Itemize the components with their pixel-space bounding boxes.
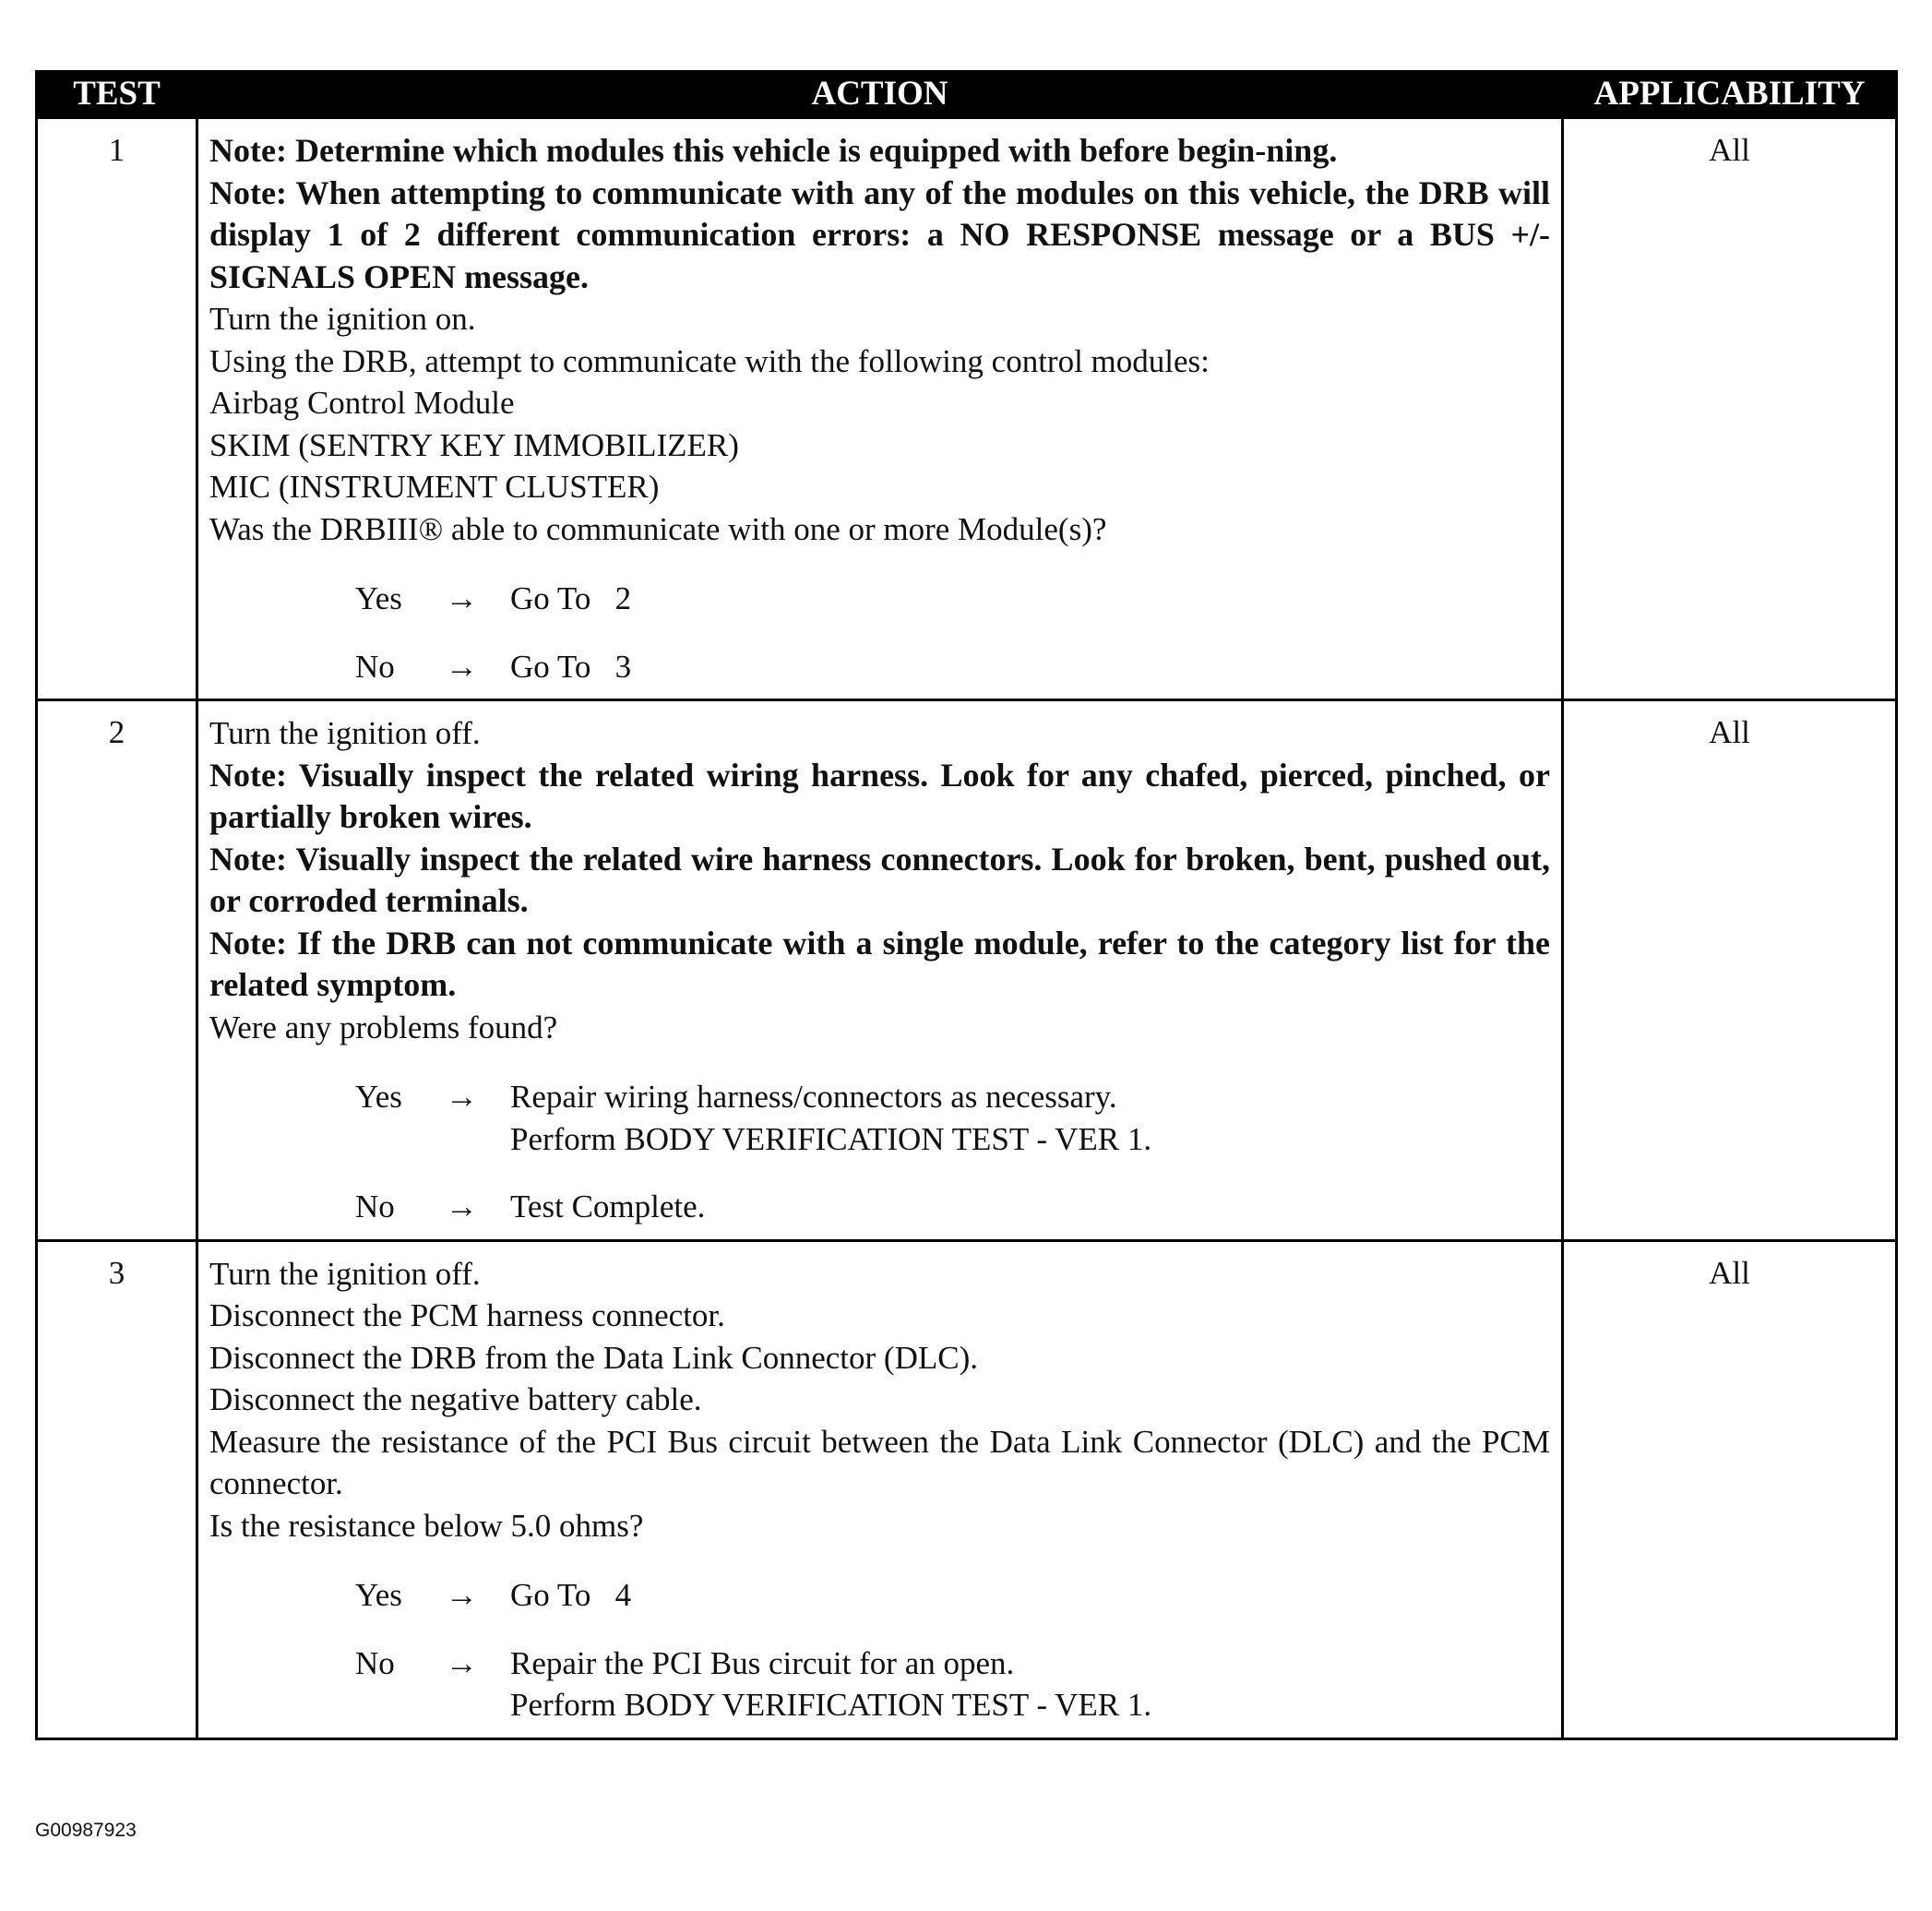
table-header-row [37, 70, 1897, 118]
response-result [510, 1076, 1550, 1160]
response-label: Yes [355, 580, 402, 616]
response-result [510, 1574, 1550, 1617]
arrow-right-icon: → [446, 1079, 478, 1115]
instruction-text: Disconnect the negative battery cable. [209, 1381, 702, 1417]
instruction-text: Disconnect the DRB from the Data Link Connector (DLC). [209, 1339, 978, 1376]
applicability: All [1563, 700, 1897, 1241]
instruction-text: MIC (INSTRUMENT CLUSTER) [209, 469, 660, 505]
note-text: Note: Determine which modules this vehicle is equipped with before begin-ning. [209, 132, 1338, 169]
instruction-text: Measure the resistance of the PCI Bus circuit between the Data Link Connector (DLC) and the PCM connector. [209, 1423, 1550, 1501]
arrow-right-icon: → [446, 1577, 478, 1613]
responses [209, 1076, 1550, 1228]
table-body [37, 118, 1897, 1739]
response-label: No [355, 1188, 395, 1224]
table-row [37, 700, 1897, 1241]
instruction-text: Turn the ignition on. [209, 301, 476, 337]
instruction-text: Turn the ignition off. [209, 1255, 481, 1292]
arrow-right-icon: → [446, 1188, 478, 1224]
action-cell [197, 118, 1563, 700]
result-line: Go To 3 [510, 648, 632, 685]
action-cell [197, 1240, 1563, 1738]
result-line: Go To 4 [510, 1577, 632, 1613]
result-line: Perform BODY VERIFICATION TEST - VER 1. [510, 1687, 1152, 1723]
header-applicability: APPLICABILITY [1563, 70, 1897, 118]
figure-id: G00987923 [35, 1820, 137, 1841]
instruction-text: Turn the ignition off. [209, 715, 481, 751]
response-yes [355, 578, 1550, 620]
applicability: All [1563, 1240, 1897, 1738]
note-text: Note: Visually inspect the related wiring harness. Look for any chafed, pierced, pinched, or partially broken wires. [209, 756, 1550, 835]
response-yes [355, 1574, 1550, 1617]
diagnostic-test-table [35, 70, 1898, 1740]
response-no [355, 1642, 1550, 1726]
note-text: Note: If the DRB can not communicate with a single module, refer to the category list for the related symptom. [209, 924, 1550, 1003]
table-row [37, 1240, 1897, 1738]
action-cell [197, 700, 1563, 1241]
response-label: Yes [355, 1079, 402, 1115]
instruction-text: Airbag Control Module [209, 385, 515, 421]
question-text: Were any problems found? [209, 1009, 558, 1045]
response-label: No [355, 648, 395, 685]
response-result [510, 1642, 1550, 1726]
header-action: ACTION [197, 70, 1563, 118]
response-no [355, 1186, 1550, 1228]
responses [209, 1574, 1550, 1726]
result-line: Repair the PCI Bus circuit for an open. [510, 1644, 1015, 1681]
test-number: 3 [37, 1240, 197, 1738]
result-line: Go To 2 [510, 580, 632, 616]
question-text: Is the resistance below 5.0 ohms? [209, 1507, 644, 1544]
response-no [355, 646, 1550, 688]
instruction-text: Using the DRB, attempt to communicate with the following control modules: [209, 342, 1210, 379]
note-text: Note: Visually inspect the related wire harness connectors. Look for broken, bent, pushed out, or corroded terminals. [209, 840, 1550, 919]
test-number: 2 [37, 700, 197, 1241]
table-row [37, 118, 1897, 700]
arrow-right-icon: → [446, 1644, 478, 1681]
instruction-text: Disconnect the PCM harness connector. [209, 1297, 725, 1333]
response-result [510, 646, 1550, 688]
response-label: Yes [355, 1577, 402, 1613]
response-label: No [355, 1644, 395, 1681]
question-text: Was the DRBIII® able to communicate with one or more Module(s)? [209, 510, 1107, 547]
diagnostic-page [35, 70, 1895, 1740]
response-result [510, 578, 1550, 620]
test-number: 1 [37, 118, 197, 700]
header-test: TEST [37, 70, 197, 118]
arrow-right-icon: → [446, 648, 478, 685]
response-result [510, 1186, 1550, 1228]
note-text: Note: When attempting to communicate with any of the modules on this vehicle, the DRB will display 1 of 2 different communication errors: a NO RESPONSE message or a BUS +/- SIGNALS OPEN message. [209, 173, 1550, 295]
applicability: All [1563, 118, 1897, 700]
arrow-right-icon: → [446, 580, 478, 616]
result-line: Repair wiring harness/connectors as necessary. [510, 1079, 1117, 1115]
responses [209, 578, 1550, 687]
result-line: Perform BODY VERIFICATION TEST - VER 1. [510, 1120, 1152, 1157]
response-yes [355, 1076, 1550, 1160]
result-line: Test Complete. [510, 1188, 706, 1224]
instruction-text: SKIM (SENTRY KEY IMMOBILIZER) [209, 426, 739, 463]
